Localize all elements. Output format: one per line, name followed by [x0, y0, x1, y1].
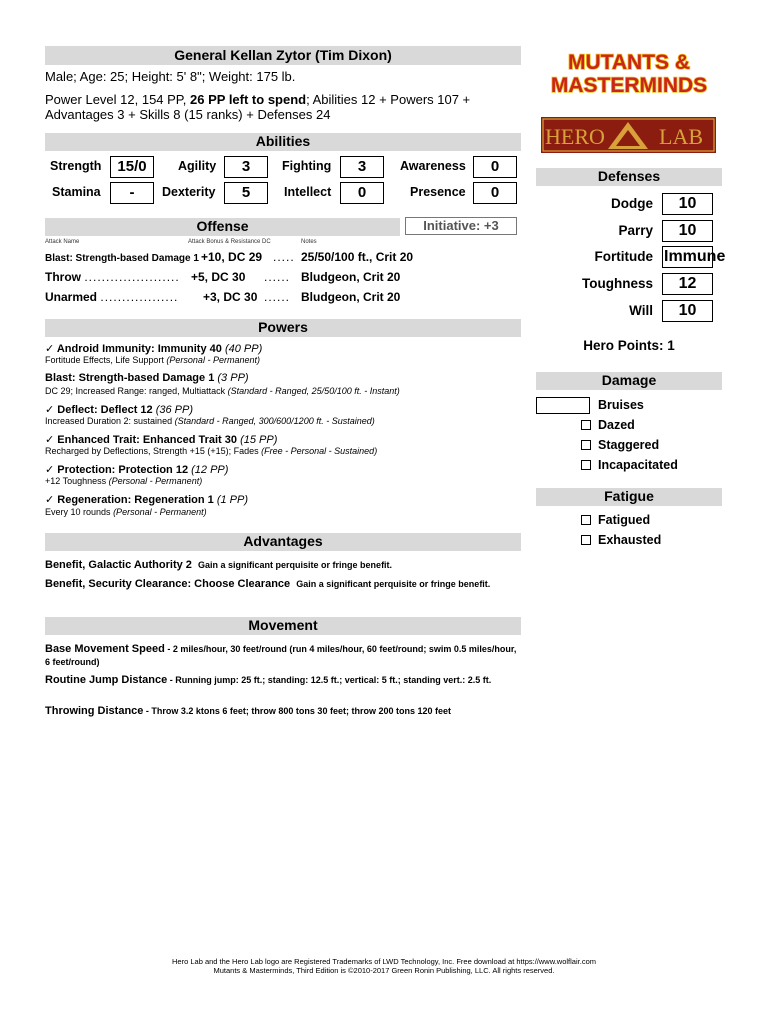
damage-label: Staggered	[598, 438, 660, 452]
movement-name: Base Movement Speed	[45, 643, 165, 655]
power-desc	[45, 386, 400, 396]
footer-line-2: Mutants & Masterminds, Third Edition is ©2010-2017 Green Ronin Publishing, LLC. All rights reserved.	[213, 966, 555, 975]
power-desc-text: Increased Duration 2: sustained	[45, 416, 173, 426]
power-desc-text: +12 Toughness	[45, 476, 107, 486]
attack-bonus: +5, DC 30	[191, 270, 246, 284]
power-desc-detail: (Personal - Permanent)	[166, 355, 260, 365]
defense-label: Dodge	[611, 196, 653, 211]
attack-name: Throw	[45, 270, 81, 284]
power-desc	[45, 507, 207, 517]
hero-points: Hero Points: 1	[583, 338, 675, 353]
ability-value: 5	[224, 182, 268, 204]
damage-header: Damage	[536, 372, 722, 390]
defense-label: Parry	[618, 223, 653, 238]
power-desc-detail: (Personal - Permanent)	[108, 476, 203, 486]
movement-desc: - 2 miles/hour, 30 feet/round (run 4 miles/hour, 60 feet/round; swim 0.5 miles/hour, 6 feet/round)	[45, 644, 517, 667]
power-name: Blast: Strength-based Damage 1	[45, 372, 215, 384]
power-desc-text: Every 10 rounds	[45, 507, 111, 517]
power-desc-detail: (Free - Personal - Sustained)	[261, 446, 378, 456]
power-title	[45, 372, 249, 384]
exhausted-checkbox[interactable]	[581, 535, 591, 545]
movement-name: Routine Jump Distance	[45, 674, 168, 686]
advantage-desc: Gain a significant perquisite or fringe benefit.	[198, 560, 393, 570]
power-title	[45, 403, 193, 416]
footer-line-1: Hero Lab and the Hero Lab logo are Registered Trademarks of LWD Technology, Inc. Free download at https://www.wolflair.com	[172, 957, 596, 966]
advantages-header: Advantages	[45, 533, 521, 551]
advantage-desc: Gain a significant perquisite or fringe benefit.	[296, 579, 491, 589]
ability-label: Presence	[410, 185, 466, 199]
attack-name: Unarmed	[45, 290, 98, 304]
bruises-box[interactable]	[536, 397, 590, 414]
ability-label: Stamina	[52, 185, 101, 199]
ability-label: Fighting	[282, 159, 332, 173]
col-attack-name: Attack Name	[45, 239, 80, 245]
power-name: ✓ Enhanced Trait: Enhanced Trait 30	[45, 434, 237, 446]
power-desc-detail: (Standard - Ranged, 300/600/1200 ft. - Sustained)	[174, 416, 375, 426]
power-desc-detail: (Standard - Ranged, 25/50/100 ft. - Instant)	[227, 386, 400, 396]
logo-mm-line2: MASTERMINDS	[550, 74, 708, 97]
ability-value: 0	[473, 182, 517, 204]
power-desc-text: DC 29; Increased Range: ranged, Multiattack	[45, 386, 226, 396]
ability-value: 15/0	[110, 156, 154, 178]
attack-row	[45, 290, 401, 304]
power-cost: (12 PP)	[191, 464, 229, 476]
fatigued-checkbox[interactable]	[581, 515, 591, 525]
character-bio: Male; Age: 25; Height: 5' 8"; Weight: 175 lb.	[45, 69, 296, 84]
ability-label: Agility	[178, 159, 217, 173]
power-desc-text: Recharged by Deflections, Strength +15 (+15); Fades	[45, 446, 259, 456]
ability-value: 3	[340, 156, 384, 178]
defense-value: 12	[662, 273, 713, 295]
attack-bonus: +3, DC 30	[203, 290, 258, 304]
advantage-row	[45, 578, 490, 590]
advantage-name: Benefit, Security Clearance: Choose Clearance	[45, 578, 291, 590]
abilities-header: Abilities	[45, 133, 521, 151]
attack-dots: ..................	[100, 290, 179, 304]
col-attack-bonus: Attack Bonus & Resistance DC	[188, 239, 271, 245]
logo-mm-line1: MUTANTS &	[567, 51, 691, 74]
defense-label: Toughness	[581, 276, 653, 291]
power-desc	[45, 446, 377, 456]
pp-left: 26 PP left to spend	[190, 92, 307, 107]
power-title	[45, 493, 248, 506]
pp-suffix: ; Abilities 12 + Powers 107 + Advantages 3 + Skills 8 (15 ranks) + Defenses 24	[45, 92, 471, 122]
hero-lab-logo	[541, 117, 716, 153]
power-desc	[45, 416, 375, 426]
fatigue-label: Fatigued	[598, 513, 651, 527]
pp-prefix: Power Level 12, 154 PP,	[45, 92, 191, 107]
defense-value: 10	[662, 193, 713, 215]
power-desc-detail: (Personal - Permanent)	[113, 507, 207, 517]
damage-label: Incapacitated	[598, 458, 678, 472]
defense-value: Immune	[662, 246, 713, 268]
power-points-summary	[45, 92, 521, 122]
movement-row	[45, 705, 521, 718]
defense-label: Will	[629, 303, 653, 318]
defenses-header: Defenses	[536, 168, 722, 186]
power-name: ✓ Protection: Protection 12	[45, 464, 189, 476]
attack-notes: Bludgeon, Crit 20	[301, 290, 401, 304]
attack-dots: .....	[273, 250, 295, 264]
power-cost: (36 PP)	[155, 404, 194, 416]
power-desc	[45, 476, 202, 486]
logo-hl-right: LAB	[659, 124, 703, 149]
attack-row	[45, 270, 401, 284]
power-desc-text: Fortitude Effects, Life Support	[45, 355, 164, 365]
incapacitated-checkbox[interactable]	[581, 460, 591, 470]
power-cost: (15 PP)	[240, 434, 278, 446]
fatigue-label: Exhausted	[598, 533, 662, 547]
col-notes: Notes	[301, 239, 317, 245]
attack-notes: 25/50/100 ft., Crit 20	[301, 250, 414, 264]
power-desc	[45, 355, 260, 365]
attack-name: Blast: Strength-based Damage 1	[45, 253, 199, 264]
attack-dots: ......	[264, 290, 291, 304]
character-name: General Kellan Zytor (Tim Dixon)	[45, 46, 521, 65]
power-cost: (40 PP)	[224, 343, 263, 355]
ability-label: Intellect	[284, 185, 332, 199]
damage-label: Bruises	[598, 398, 644, 412]
advantage-name: Benefit, Galactic Authority 2	[45, 559, 192, 571]
offense-header: Offense	[45, 218, 400, 236]
defense-label: Fortitude	[594, 249, 653, 264]
staggered-checkbox[interactable]	[581, 440, 591, 450]
power-name: ✓ Deflect: Deflect 12	[45, 404, 153, 416]
power-title	[45, 463, 228, 476]
advantage-row	[45, 559, 392, 571]
defense-value: 10	[662, 300, 713, 322]
ability-label: Awareness	[400, 159, 466, 173]
attack-dots: ......................	[84, 270, 180, 284]
movement-row	[45, 643, 521, 669]
power-cost: (1 PP)	[216, 494, 248, 506]
attack-row	[45, 250, 414, 264]
power-title	[45, 342, 262, 355]
ability-value: -	[110, 182, 154, 204]
powers-header: Powers	[45, 319, 521, 337]
mutants-masterminds-logo	[536, 47, 722, 97]
power-name: ✓ Regeneration: Regeneration 1	[45, 494, 214, 506]
ability-value: 0	[473, 156, 517, 178]
ability-label: Strength	[50, 159, 102, 173]
fatigue-header: Fatigue	[536, 488, 722, 506]
ability-value: 0	[340, 182, 384, 204]
attack-bonus: +10, DC 29	[201, 250, 263, 264]
movement-desc: - Running jump: 25 ft.; standing: 12.5 ft.; vertical: 5 ft.; standing vert.: 2.5 ft.	[167, 675, 492, 685]
damage-label: Dazed	[598, 418, 635, 432]
power-title	[45, 433, 277, 446]
dazed-checkbox[interactable]	[581, 420, 591, 430]
movement-header: Movement	[45, 617, 521, 635]
ability-value: 3	[224, 156, 268, 178]
logo-hl-left: HERO	[545, 124, 605, 149]
power-cost: (3 PP)	[217, 372, 249, 384]
movement-desc: - Throw 3.2 ktons 6 feet; throw 800 tons 30 feet; throw 200 tons 120 feet	[143, 706, 451, 716]
movement-name: Throwing Distance	[45, 705, 144, 717]
defense-value: 10	[662, 220, 713, 242]
footer	[0, 957, 768, 975]
ability-label: Dexterity	[162, 185, 216, 199]
initiative-value: Initiative: +3	[405, 217, 517, 235]
attack-dots: ......	[264, 270, 291, 284]
movement-row	[45, 674, 521, 687]
attack-notes: Bludgeon, Crit 20	[301, 270, 401, 284]
power-name: ✓ Android Immunity: Immunity 40	[45, 343, 222, 355]
